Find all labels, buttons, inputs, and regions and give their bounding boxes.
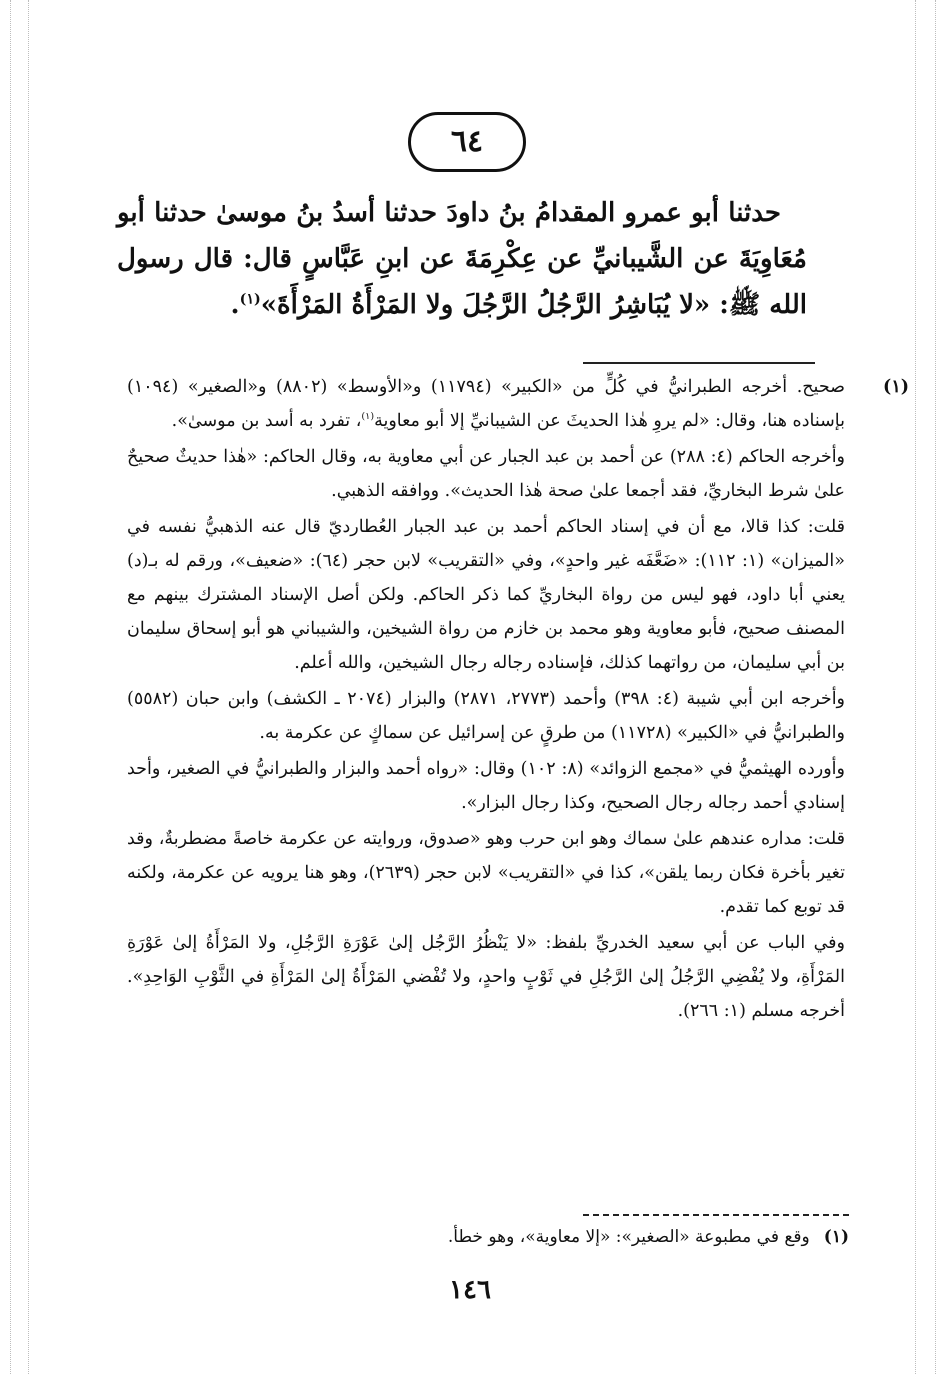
note-paragraph: قلت: كذا قالا، مع أن في إسناد الحاكم أحمد بن عبد الجبار العُطارديّ قال عنه الذهبيُّ نفسه في «الميزان» (١: ١١٢): «ضَعَّفَه غير واحدٍ»، وفي «التقريب» لابن حجر (٦٤): «ضعيف»، ورقم له بـ(د) يعني أبا داود، فهو ليس من رواة البخاريِّ كما ذكر الحاكم. ولكن أصل الإسناد المشترك بينهم مع المصنف صحيح، فأبو معاوية وهو محمد بن خازم من رواة الشيخين، والشيباني هو أبو إسحاق سليمان بن أبي سليمان، من رواتهما كذلك، فإسناده رجاله رجال الشيخين، والله أعلم. xyxy=(127,517,845,673)
note-paragraph: وأخرجه ابن أبي شيبة (٤: ٣٩٨) وأحمد (٢٧٧٣، ٢٨٧١) والبزار (٢٠٧٤ ـ الكشف) وابن حبان (٥٥٨٢) والطبرانيُّ في «الكبير» (١١٧٢٨) من طرقٍ عن إسرائيل عن سماكٍ عن عكرمة به. xyxy=(127,689,846,743)
footnote-text: وقع في مطبوعة «الصغير»: «إلا معاوية»، وهو خطأ. xyxy=(447,1227,810,1247)
note-paragraph: وأخرجه الحاكم (٤: ٢٨٨) عن أحمد بن عبد الجبار عن أبي معاوية به، وقال الحاكم: «هٰذا حديثٌ صحيحٌ علىٰ شرط البخاريِّ، فقد أجمعا علىٰ صحة هٰذا الحديث». ووافقه الذهبي. xyxy=(127,447,846,501)
hadith-text xyxy=(117,190,807,328)
note-paragraph: قلت: مداره عندهم علىٰ سماك وهو ابن حرب وهو «صدوق، وروايته عن عكرمة خاصةً مضطربةٌ، وقد تغير بأخرة فكان ربما يلقن»، كذا في «التقريب» لابن حجر (٢٦٣٩)، وهو هنا يرويه عن عكرمة، ولكنه قد توبع كما تقدم. xyxy=(127,829,845,917)
takhrij-notes xyxy=(127,370,909,1028)
note-marker: (١) xyxy=(883,377,909,397)
hadith-footnote-ref[interactable]: (١) xyxy=(239,291,261,308)
hadith-matn: «لا يُبَاشِرُ الرَّجُلُ الرَّجُلَ ولا المَرْأَةُ المَرْأَةَ» xyxy=(260,290,711,320)
note-text: صحيح. أخرجه الطبرانيُّ في كُلٍّ من «الكبير» (١١٧٩٤) و«الأوسط» (٨٨٠٢) و«الصغير» (١٠٩٤) بإسناده هنا، وقال: «لم يروِ هٰذا الحديثَ عن الشيبانيِّ إلا أبو معاوية xyxy=(127,377,845,431)
hadith-paragraph xyxy=(117,190,807,328)
page-footnote xyxy=(448,1222,849,1252)
footnote-divider xyxy=(583,1214,849,1216)
hadith-number: ٦٤ xyxy=(450,124,484,159)
page-number: ١٤٦ xyxy=(449,1275,491,1305)
hadith-isnad: حدثنا أبو عمرو المقدامُ بنُ داودَ حدثنا أسدُ بنُ موسىٰ حدثنا أبو مُعَاوِيَةَ عن الشَّيبانيِّ عن عِكْرِمَةَ عن ابنِ عَبَّاسٍ قال: قال رسول الله ﷺ: xyxy=(117,198,807,320)
note-paragraph: وفي الباب عن أبي سعيد الخدريِّ بلفظ: «لا يَنْظُرُ الرَّجُل إلىٰ عَوْرَةِ الرَّجُلِ، ولا المَرْأَةُ إلىٰ عَوْرَةِ المَرْأَةِ، ولا يُفْضِي الرَّجُلُ إلىٰ الرَّجُلِ في ثَوْبٍ واحدٍ، ولا تُفْضي المَرْأَةُ إلىٰ المَرْأَةِ في الثَّوْبِ الوَاحِدِ». أخرجه مسلم (١: ٢٦٦). xyxy=(127,933,845,1021)
note-text: ، تفرد به أسد بن موسىٰ». xyxy=(171,411,362,431)
footnote-number: (١) xyxy=(823,1227,849,1247)
scan-edge-left xyxy=(10,0,11,1374)
notes-divider xyxy=(583,362,815,364)
scan-edge-right xyxy=(935,0,936,1374)
hadith-matn-wrap: «لا يُبَاشِرُ الرَّجُلُ الرَّجُلَ ولا المَرْأَةُ المَرْأَةَ»$^{(١)}$. xyxy=(230,290,711,320)
scan-edge-right-inner xyxy=(915,0,916,1374)
hadith-number-badge xyxy=(408,112,526,172)
note-paragraph xyxy=(127,370,845,438)
scan-edge-left-inner xyxy=(28,0,29,1374)
note-footnote-ref[interactable]: (١) xyxy=(361,411,375,423)
note-paragraph: وأورده الهيثميُّ في «مجمع الزوائد» (٨: ١٠٢) وقال: «رواه أحمد والبزار والطبرانيُّ في الصغير، وأحد إسنادي أحمد رجاله رجال الصحيح، وكذا رجال البزار». xyxy=(127,759,845,813)
